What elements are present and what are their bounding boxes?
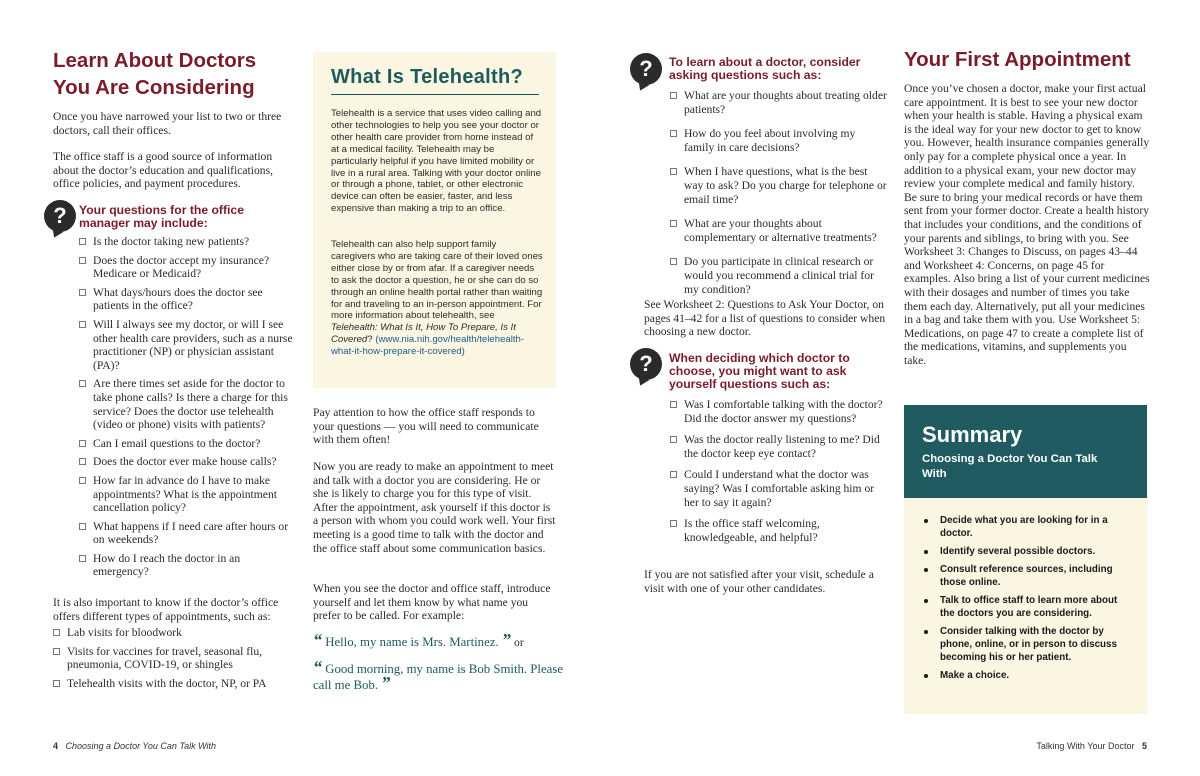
- checkbox-icon: [53, 680, 60, 687]
- checkbox-icon: [79, 458, 86, 465]
- checkbox-icon: [79, 257, 86, 264]
- divider: [331, 94, 539, 95]
- checkbox-icon: [79, 477, 86, 484]
- checkbox-icon: [670, 258, 677, 265]
- list-item: Does the doctor accept my insurance? Medicare or Medicaid?: [79, 254, 294, 281]
- first-appointment-paragraph: Once you’ve chosen a doctor, make your first actual care appointment. It is best to see your new doctor when your health is stable. Having a physical exam is the ideal way for your new doctor to get to know you. However, health insurance companies generally only pay for a complete physical once a year. In addition to a physical exam, your new doctor may review your complete medical and family history. Be sure to bring your medical records or have them sent from your former doctor. Create a health history that includes your conditions, and the conditions of your parents and siblings, to bring with you. See Worksheet 3: Changes to Discuss, on pages 43–44 and Worksheet 4: Concerns, on page 45 for examples. Also bring a list of your current medicines with their dosages and number of times you take them each day. Alternatively, put all your medicines in a bag and take them with you. Use Worksheet 5: Medications, on page 47 to create a complete list of the medications, vitamins, and supplements you take.: [904, 82, 1150, 367]
- list-item: Do you participate in clinical research or would you recommend a clinical trial for my condition?: [670, 255, 888, 296]
- bullet-icon: [924, 630, 928, 634]
- quote-2: “ Good morning, my name is Bob Smith. Please call me Bob. ”: [313, 657, 564, 693]
- list-item: How do I reach the doctor in an emergency?: [79, 552, 294, 579]
- checkbox-icon: [79, 555, 86, 562]
- staff-paragraph: The office staff is a good source of information about the doctor’s education and qualifications, office policies, and payment procedures.: [53, 150, 274, 191]
- open-quote-icon: “: [313, 630, 322, 650]
- checkbox-icon: [79, 523, 86, 530]
- appointment-paragraph: Now you are ready to make an appointment to meet and talk with a doctor you are considering. He or she is likely to charge you for this type of visit. After the appointment, ask yourself if this doctor is a person with whom you could work well. Your first meeting is a good time to talk with the doctor and the office staff about some communication basics.: [313, 460, 556, 555]
- checkbox-icon: [79, 238, 86, 245]
- list-item: When I have questions, what is the best way to ask? Do you charge for telephone or email time?: [670, 165, 888, 206]
- bullet-icon: [924, 599, 928, 603]
- telehealth-title: What Is Telehealth?: [331, 66, 524, 88]
- list-item: Was I comfortable talking with the doctor? Did the doctor answer my questions?: [670, 398, 888, 425]
- list-item: Identify several possible doctors.: [924, 545, 1134, 558]
- checkbox-icon: [79, 440, 86, 447]
- list-item: Telehealth visits with the doctor, NP, or PA: [53, 677, 293, 691]
- office-questions-heading: Your questions for the office manager may include:: [79, 203, 244, 230]
- first-appointment-title: Your First Appointment: [904, 48, 1131, 71]
- quote-1: “ Hello, my name is Mrs. Martinez. ” or: [313, 630, 524, 650]
- appointment-types-intro: It is also important to know if the doctor’s office offers different types of appointments, such as:: [53, 596, 279, 623]
- list-item: Will I always see my doctor, or will I see other health care providers, such as a nurse practitioner (NP) or physician assistant (PA)?: [79, 318, 294, 372]
- right-footer: [1036, 741, 1147, 751]
- list-item: Consult reference sources, including those online.: [924, 563, 1134, 589]
- question-icon: ?: [630, 53, 662, 85]
- checkbox-icon: [79, 380, 86, 387]
- checkbox-icon: [670, 220, 677, 227]
- list-item: How far in advance do I have to make appointments? What is the appointment cancellation policy?: [79, 474, 294, 515]
- list-item: How do you feel about involving my family in care decisions?: [670, 127, 888, 154]
- appointment-types-list: [53, 626, 293, 695]
- left-title-line1: Learn About Doctors: [53, 49, 257, 72]
- bullet-icon: [924, 519, 928, 523]
- list-item: Could I understand what the doctor was saying? Was I comfortable asking him or her to say it again?: [670, 468, 888, 509]
- list-item: Is the doctor taking new patients?: [79, 235, 294, 249]
- left-title-line2: You Are Considering: [53, 76, 255, 99]
- list-item: What are your thoughts about treating older patients?: [670, 89, 888, 116]
- intro-paragraph: Once you have narrowed your list to two or three doctors, call their offices.: [53, 110, 282, 137]
- summary-title: Summary: [922, 422, 1023, 447]
- close-quote-icon: ”: [501, 630, 511, 650]
- checkbox-icon: [79, 289, 86, 296]
- doctor-questions-list: [670, 89, 888, 301]
- summary-header: [904, 405, 1147, 498]
- list-item: What happens if I need care after hours or on weekends?: [79, 520, 294, 547]
- checkbox-icon: [670, 436, 677, 443]
- footer-title: Talking With Your Doctor: [1036, 741, 1135, 751]
- question-icon: ?: [44, 200, 76, 232]
- telehealth-sidebar: [313, 52, 556, 388]
- introduce-paragraph: When you see the doctor and office staff, introduce yourself and let them know by what name you prefer to be called. For example:: [313, 582, 551, 623]
- summary-box: [904, 498, 1147, 714]
- close-quote-icon: ”: [381, 672, 391, 693]
- checkbox-icon: [670, 92, 677, 99]
- list-item: Lab visits for bloodwork: [53, 626, 293, 640]
- bullet-icon: [924, 568, 928, 572]
- list-item: What are your thoughts about complementary or alternative treatments?: [670, 217, 888, 244]
- left-footer: [53, 741, 216, 751]
- summary-list: [924, 514, 1134, 687]
- self-questions-heading: When deciding which doctor to choose, you might want to ask yourself questions such as:: [669, 351, 850, 391]
- not-satisfied-paragraph: If you are not satisfied after your visit, schedule a visit with one of your other candidates.: [644, 568, 874, 595]
- office-questions-list: [79, 235, 294, 584]
- list-item: Consider talking with the doctor by phone, online, or in person to discuss becoming his or her patient.: [924, 625, 1134, 664]
- list-item: Can I email questions to the doctor?: [79, 437, 294, 451]
- worksheet-paragraph: See Worksheet 2: Questions to Ask Your Doctor, on pages 41–42 for a list of questions to consider when choosing a new doctor.: [644, 298, 886, 339]
- question-icon: ?: [630, 348, 662, 380]
- checkbox-icon: [670, 520, 677, 527]
- self-questions-list: [670, 398, 888, 549]
- checkbox-icon: [79, 321, 86, 328]
- list-item: Was the doctor really listening to me? Did the doctor keep eye contact?: [670, 433, 888, 460]
- telehealth-link[interactable]: (www.nia.nih.gov/health/telehealth-what-it-how-prepare-it-covered): [331, 334, 525, 358]
- checkbox-icon: [670, 130, 677, 137]
- telehealth-paragraph-2: Telehealth can also help support family caregivers who are taking care of their loved ones either close by or from afar. If a caregiver needs to ask the doctor a question, he or she can do so through an online health portal rather than waiting for and traveling to an in-person appointment. For more information about telehealth, see Telehealth: What Is It, How To Prepare, Is It Covered? (www.nia.nih.gov/health/telehealth-what-it-how-prepare-it-covered): [331, 239, 543, 358]
- list-item: Decide what you are looking for in a doctor.: [924, 514, 1134, 540]
- checkbox-icon: [670, 471, 677, 478]
- list-item: Does the doctor ever make house calls?: [79, 455, 294, 469]
- checkbox-icon: [53, 648, 60, 655]
- list-item: Make a choice.: [924, 669, 1134, 682]
- office-staff-paragraph: Pay attention to how the office staff responds to your questions — you will need to communicate with them often!: [313, 406, 539, 447]
- summary-subtitle: Choosing a Doctor You Can Talk With: [922, 453, 1098, 480]
- telehealth-paragraph-1: Telehealth is a service that uses video calling and other technologies to help you see your doctor or other health care provider from home instead of at a medical facility. Telehealth may be particularly helpful if you have limited mobility or live in a rural area. Talking with your doctor online or through a phone, tablet, or other electronic device can often be easier, faster, and less expensive than making a trip to an office.: [331, 108, 542, 215]
- page-number: 4: [53, 741, 59, 751]
- open-quote-icon: “: [313, 657, 322, 677]
- list-item: Are there times set aside for the doctor to take phone calls? Is there a charge for this service? Does the doctor use telehealth (video or phone) visits with patients?: [79, 377, 294, 431]
- list-item: Is the office staff welcoming, knowledgeable, and helpful?: [670, 517, 888, 544]
- footer-title: Choosing a Doctor You Can Talk With: [65, 741, 217, 751]
- page-number: 5: [1141, 741, 1147, 751]
- checkbox-icon: [670, 168, 677, 175]
- checkbox-icon: [53, 629, 60, 636]
- left-title: [53, 47, 293, 101]
- checkbox-icon: [670, 401, 677, 408]
- doctor-questions-heading: To learn about a doctor, consider asking questions such as:: [669, 55, 861, 82]
- list-item: What days/hours does the doctor see patients in the office?: [79, 286, 294, 313]
- list-item: Talk to office staff to learn more about the doctors you are considering.: [924, 594, 1134, 620]
- bullet-icon: [924, 550, 928, 554]
- bullet-icon: [924, 674, 928, 678]
- list-item: Visits for vaccines for travel, seasonal flu, pneumonia, COVID-19, or shingles: [53, 645, 293, 672]
